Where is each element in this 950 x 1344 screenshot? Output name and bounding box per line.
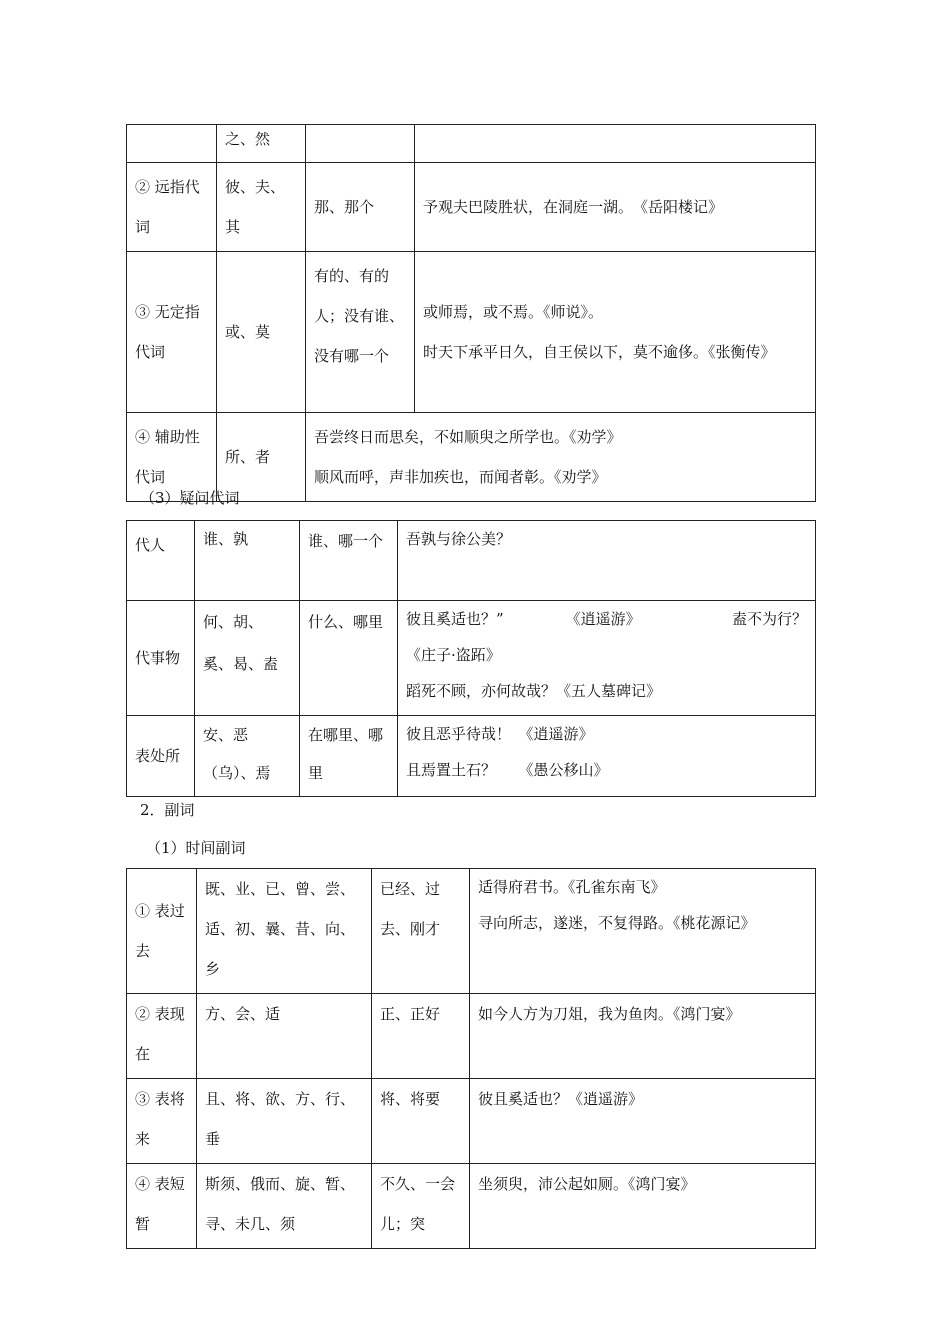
table-cell <box>470 869 816 994</box>
table-cell: 或、莫 <box>217 252 306 413</box>
table-cell <box>398 601 816 716</box>
table-cell: 不久、一会儿；突 <box>372 1164 470 1249</box>
table-row <box>127 716 816 797</box>
table-cell: 代人 <box>127 521 195 601</box>
table-cell: ④ 表短暂 <box>127 1164 197 1249</box>
table-cell: 吾孰与徐公美？ <box>398 521 816 601</box>
pronoun-table-continued <box>126 124 816 502</box>
example-sentence: 蹈死不顾，亦何故哉？《五人墓碑记》 <box>406 682 662 700</box>
table-cell: 既、业、已、曾、尝、适、初、曩、昔、向、乡 <box>197 869 372 994</box>
table-cell: 之、然 <box>217 125 306 163</box>
table-cell: 彼且奚适也？《逍遥游》 <box>470 1079 816 1164</box>
table-cell: 方、会、适 <box>197 994 372 1079</box>
example-sentence: 彼且奚适也？” 《逍遥游》 盍不为行？ <box>406 610 807 628</box>
table-cell: 已经、过去、刚才 <box>372 869 470 994</box>
table-cell: 表处所 <box>127 716 195 797</box>
table-cell: ① 表过去 <box>127 869 197 994</box>
table-cell: ② 远指代词 <box>127 163 217 252</box>
table-cell: 坐须臾，沛公起如厕。《鸿门宴》 <box>470 1164 816 1249</box>
table-row <box>127 521 816 601</box>
table-cell <box>415 252 816 413</box>
table-cell: ③ 无定指代词 <box>127 252 217 413</box>
table-cell: 将、将要 <box>372 1079 470 1164</box>
table-row <box>127 994 816 1079</box>
example-sentence: 吾尝终日而思矣，不如顺臾之所学也。《劝学》 <box>314 428 622 446</box>
table-cell <box>415 125 816 163</box>
example-sentence: 《庄子·盗跖》 <box>406 646 501 664</box>
section-heading-interrogative: （3）疑问代词 <box>140 489 240 507</box>
table-cell: 予观夫巴陵胜状，在洞庭一湖。 《岳阳楼记》 <box>415 163 816 252</box>
example-sentence: 或师焉，或不焉。《师说》。 <box>423 303 604 321</box>
table-cell <box>306 413 816 502</box>
example-sentence: 且焉置土石？ 《愚公移山》 <box>406 761 609 779</box>
table-cell: 彼、夫、其 <box>217 163 306 252</box>
table-cell: ② 表现在 <box>127 994 197 1079</box>
table-row <box>127 1164 816 1249</box>
table-cell: ④ 辅助性代词 <box>127 413 217 502</box>
section-heading-time-adverbs: （1）时间副词 <box>146 839 246 857</box>
interrogative-pronoun-table <box>126 520 816 797</box>
table-row <box>127 1079 816 1164</box>
table-row <box>127 163 816 252</box>
table-cell: 如今人方为刀俎，我为鱼肉。《鸿门宴》 <box>470 994 816 1079</box>
table-cell: 何、胡、奚、曷、盍 <box>195 601 300 716</box>
table-cell: 什么、哪里 <box>300 601 398 716</box>
table-cell: 那、那个 <box>306 163 415 252</box>
table-cell: 安、恶（乌）、焉 <box>195 716 300 797</box>
table-cell: 在哪里、哪里 <box>300 716 398 797</box>
table-cell: ③ 表将来 <box>127 1079 197 1164</box>
table-cell: 所、者 <box>217 413 306 502</box>
example-sentence: 时天下承平日久，自王侯以下，莫不逾侈。《张衡传》 <box>423 343 776 361</box>
table-row <box>127 125 816 163</box>
table-row <box>127 252 816 413</box>
table-cell: 谁、孰 <box>195 521 300 601</box>
example-sentence: 寻向所志，遂迷，不复得路。《桃花源记》 <box>478 914 756 932</box>
table-cell: 斯须、俄而、旋、暂、寻、未几、须 <box>197 1164 372 1249</box>
example-sentence: 适得府君书。《孔雀东南飞》 <box>478 878 666 896</box>
table-row <box>127 601 816 716</box>
time-adverb-table <box>126 868 816 1249</box>
table-cell: 正、正好 <box>372 994 470 1079</box>
example-sentence: 顺风而呼，声非加疾也，而闻者彰。《劝学》 <box>314 468 607 486</box>
table-cell: 代事物 <box>127 601 195 716</box>
table-cell <box>127 125 217 163</box>
table-cell: 有的、有的人；没有谁、没有哪一个 <box>306 252 415 413</box>
example-sentence: 彼且恶乎待哉！ 《逍遥游》 <box>406 725 594 743</box>
table-row <box>127 869 816 994</box>
table-cell: 谁、哪一个 <box>300 521 398 601</box>
section-heading-adverbs: 2．副词 <box>140 801 195 819</box>
table-cell: 且、将、欲、方、行、垂 <box>197 1079 372 1164</box>
table-cell <box>306 125 415 163</box>
table-cell <box>398 716 816 797</box>
